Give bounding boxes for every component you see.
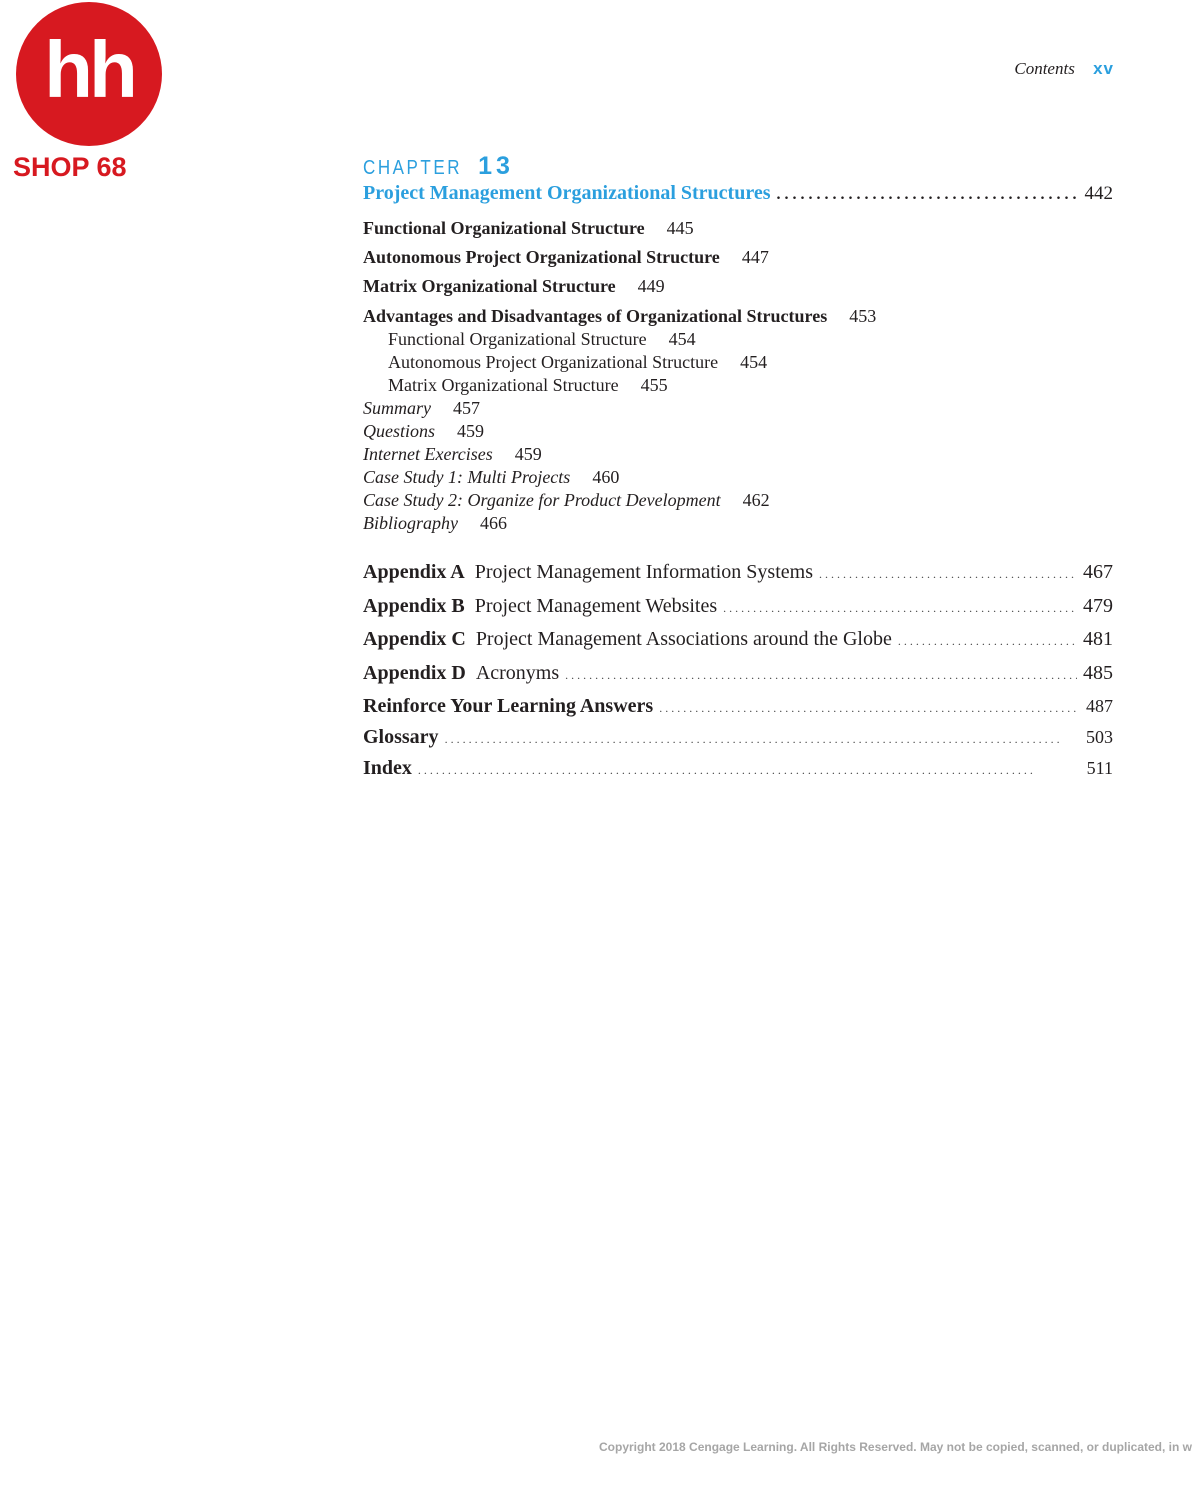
logo-text: SHOP 68 xyxy=(13,152,127,182)
subsection-page: 455 xyxy=(640,375,668,395)
section-page: 447 xyxy=(741,247,769,267)
toc-end-matter-item[interactable] xyxy=(363,466,1113,489)
chapter-title: Project Management Organizational Structures xyxy=(363,182,771,204)
appendix-page: 467 xyxy=(1083,561,1113,583)
section-title: Functional Organizational Structure xyxy=(363,218,645,238)
appendix-label: Appendix D xyxy=(363,661,466,684)
appendix-entry[interactable] xyxy=(363,561,1113,595)
appendix-entry[interactable] xyxy=(363,628,1113,662)
section-page: 445 xyxy=(666,218,694,238)
toc-end-matter-item[interactable] xyxy=(363,420,1113,443)
back-matter-page: 487 xyxy=(1086,696,1113,716)
appendix-title: Acronyms xyxy=(475,661,560,684)
dot-leader xyxy=(777,186,1079,204)
section-page: 449 xyxy=(637,276,665,296)
dot-leader xyxy=(819,567,1077,582)
section-page: 453 xyxy=(849,306,877,326)
chapter-heading xyxy=(363,152,1113,182)
toc-end-matter-item[interactable] xyxy=(363,512,1113,535)
end-matter-page: 460 xyxy=(592,467,620,487)
toc-subsection[interactable] xyxy=(363,328,1113,351)
toc-end-matter-item[interactable] xyxy=(363,489,1113,512)
toc-section[interactable] xyxy=(363,214,1113,243)
appendix-title: Project Management Associations around the Globe xyxy=(475,628,892,650)
toc-end-matter-item[interactable] xyxy=(363,443,1113,466)
back-matter-entry[interactable] xyxy=(363,757,1113,788)
appendix-page: 485 xyxy=(1083,661,1113,684)
toc-subsection[interactable] xyxy=(363,374,1113,397)
back-matter-title: Glossary xyxy=(363,726,439,748)
running-head xyxy=(1014,59,1114,79)
watermark-logo xyxy=(13,2,162,182)
logo-circle xyxy=(16,2,162,146)
end-matter-page: 459 xyxy=(514,444,542,464)
appendix-list xyxy=(363,561,1113,788)
dot-leader xyxy=(418,763,1081,778)
toc-section[interactable] xyxy=(363,272,1113,301)
back-matter-entry[interactable] xyxy=(363,726,1113,757)
copyright-notice: Copyright 2018 Cengage Learning. All Rights Reserved. May not be copied, scanned, or duplicated, in w xyxy=(599,1440,1193,1454)
end-matter-page: 457 xyxy=(453,398,480,418)
subsection-page: 454 xyxy=(668,329,696,349)
dot-leader xyxy=(898,634,1077,649)
dot-leader xyxy=(723,601,1077,616)
running-head-page: xv xyxy=(1093,59,1114,78)
back-matter-entry[interactable] xyxy=(363,695,1113,726)
appendix-label: Appendix C xyxy=(363,628,466,650)
end-matter-title: Case Study 2: Organize for Product Development xyxy=(363,490,721,510)
back-matter-page: 503 xyxy=(1086,727,1113,747)
toc-subsection[interactable] xyxy=(363,351,1113,374)
running-head-label: Contents xyxy=(1014,59,1075,78)
end-matter-title: Case Study 1: Multi Projects xyxy=(363,467,571,487)
end-matter-title: Bibliography xyxy=(363,513,458,533)
chapter-number: 13 xyxy=(478,152,514,180)
toc-section[interactable] xyxy=(363,305,1113,328)
section-title: Advantages and Disadvantages of Organizational Structures xyxy=(363,306,828,326)
section-title: Matrix Organizational Structure xyxy=(363,276,616,296)
toc-section[interactable] xyxy=(363,243,1113,272)
subsection-title: Functional Organizational Structure xyxy=(388,329,647,349)
end-matter-page: 462 xyxy=(742,490,770,510)
dot-leader xyxy=(659,701,1080,716)
back-matter-page: 511 xyxy=(1086,758,1113,778)
chapter-label: CHAPTER xyxy=(363,157,463,179)
end-matter-title: Questions xyxy=(363,421,435,441)
subsection-title: Matrix Organizational Structure xyxy=(388,375,619,395)
appendix-label: Appendix B xyxy=(363,594,465,617)
table-of-contents xyxy=(363,152,1113,788)
end-matter-page: 459 xyxy=(457,421,484,441)
appendix-label: Appendix A xyxy=(363,561,465,583)
appendix-entry[interactable] xyxy=(363,662,1113,696)
end-matter-title: Internet Exercises xyxy=(363,444,493,464)
appendix-page: 481 xyxy=(1083,628,1113,650)
dot-leader xyxy=(445,732,1080,747)
toc-end-matter-item[interactable] xyxy=(363,397,1113,420)
subsection-page: 454 xyxy=(740,352,768,372)
end-matter-page: 466 xyxy=(480,513,507,533)
chapter-page: 442 xyxy=(1084,183,1113,204)
appendix-entry[interactable] xyxy=(363,595,1113,629)
section-title: Autonomous Project Organizational Structure xyxy=(363,247,720,267)
dot-leader xyxy=(565,668,1077,683)
subsection-title: Autonomous Project Organizational Structure xyxy=(388,352,719,372)
appendix-title: Project Management Websites xyxy=(474,594,718,617)
chapter-title-entry[interactable] xyxy=(363,182,1113,214)
back-matter-title: Index xyxy=(363,757,412,779)
end-matter-title: Summary xyxy=(363,398,431,418)
appendix-title: Project Management Information Systems xyxy=(474,561,813,583)
back-matter-title: Reinforce Your Learning Answers xyxy=(363,695,654,717)
logo-mark: hh xyxy=(44,25,134,114)
appendix-page: 479 xyxy=(1083,594,1113,617)
